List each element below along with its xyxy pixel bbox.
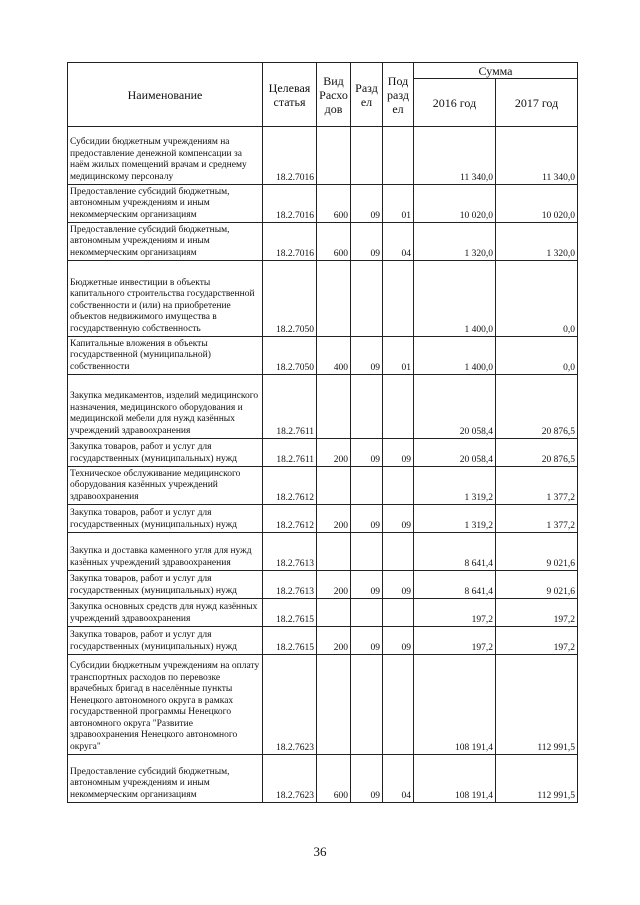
table-row <box>68 439 578 467</box>
row-name: Субсидии бюджетным учреждениям на оплату транспортных расходов по перевозке врачебных бригад в населённые пункты Ненецкого автономного округа в рамках государственной программы Ненецкого автономного округа "Развитие здравоохранения Ненецкого автономного округа" <box>68 655 263 755</box>
row-section: 09 <box>351 337 383 375</box>
row-sum-2017: 197,2 <box>496 599 578 627</box>
row-sum-2016: 1 319,2 <box>414 467 496 505</box>
row-sum-2017: 9 021,6 <box>496 533 578 571</box>
row-sum-2017: 0,0 <box>496 337 578 375</box>
row-subsection <box>383 467 414 505</box>
row-sum-2016: 20 058,4 <box>414 439 496 467</box>
row-sum-2017: 1 377,2 <box>496 505 578 533</box>
table-row <box>68 505 578 533</box>
row-target-code: 18.2.7016 <box>263 185 317 223</box>
row-sum-2016: 197,2 <box>414 627 496 655</box>
row-section <box>351 127 383 185</box>
table-row <box>68 627 578 655</box>
row-section: 09 <box>351 571 383 599</box>
budget-table-container <box>67 62 577 803</box>
row-expense-type <box>317 599 351 627</box>
row-subsection: 04 <box>383 755 414 803</box>
row-subsection <box>383 533 414 571</box>
row-sum-2017: 197,2 <box>496 627 578 655</box>
row-expense-type: 200 <box>317 627 351 655</box>
row-section: 09 <box>351 223 383 261</box>
row-expense-type <box>317 467 351 505</box>
header-section: Разд ел <box>351 63 383 127</box>
row-expense-type: 200 <box>317 439 351 467</box>
row-section: 09 <box>351 439 383 467</box>
row-subsection <box>383 599 414 627</box>
row-name: Закупка товаров, работ и услуг для государственных (муниципальных) нужд <box>68 571 263 599</box>
row-expense-type: 200 <box>317 505 351 533</box>
table-row <box>68 599 578 627</box>
page-number: 36 <box>313 844 327 859</box>
table-row <box>68 185 578 223</box>
table-row <box>68 375 578 439</box>
row-target-code: 18.2.7612 <box>263 467 317 505</box>
row-expense-type: 400 <box>317 337 351 375</box>
row-sum-2016: 8 641,4 <box>414 533 496 571</box>
row-subsection: 01 <box>383 185 414 223</box>
row-name: Закупка товаров, работ и услуг для государственных (муниципальных) нужд <box>68 439 263 467</box>
header-2017: 2017 год <box>496 79 578 127</box>
row-subsection <box>383 261 414 337</box>
row-section: 09 <box>351 627 383 655</box>
table-row <box>68 755 578 803</box>
row-target-code: 18.2.7611 <box>263 439 317 467</box>
row-subsection: 09 <box>383 571 414 599</box>
row-expense-type: 600 <box>317 223 351 261</box>
row-name: Предоставление субсидий бюджетным, автономным учреждениям и иным некоммерческим организациям <box>68 223 263 261</box>
header-target-code: Целевая статья <box>263 63 317 127</box>
row-section <box>351 599 383 627</box>
row-name: Капитальные вложения в объекты государственной (муниципальной) собственности <box>68 337 263 375</box>
row-expense-type <box>317 533 351 571</box>
row-target-code: 18.2.7613 <box>263 571 317 599</box>
row-name: Предоставление субсидий бюджетным, автономным учреждениям и иным некоммерческим организациям <box>68 185 263 223</box>
row-section: 09 <box>351 505 383 533</box>
table-row <box>68 467 578 505</box>
row-target-code: 18.2.7050 <box>263 261 317 337</box>
row-expense-type: 200 <box>317 571 351 599</box>
table-row <box>68 337 578 375</box>
row-sum-2016: 1 400,0 <box>414 261 496 337</box>
header-subsection: Под разд ел <box>383 63 414 127</box>
row-name: Бюджетные инвестиции в объекты капитального строительства государственной собственности и (или) на приобретение объектов недвижимого имущества в государственную собственность <box>68 261 263 337</box>
row-section <box>351 467 383 505</box>
row-expense-type <box>317 127 351 185</box>
row-sum-2016: 10 020,0 <box>414 185 496 223</box>
header-2016: 2016 год <box>414 79 496 127</box>
row-expense-type <box>317 655 351 755</box>
row-sum-2017: 0,0 <box>496 261 578 337</box>
row-target-code: 18.2.7016 <box>263 127 317 185</box>
row-section <box>351 655 383 755</box>
row-subsection: 01 <box>383 337 414 375</box>
row-subsection: 09 <box>383 627 414 655</box>
row-section <box>351 533 383 571</box>
row-section: 09 <box>351 185 383 223</box>
row-sum-2017: 10 020,0 <box>496 185 578 223</box>
row-expense-type: 600 <box>317 755 351 803</box>
table-row <box>68 655 578 755</box>
row-sum-2016: 1 319,2 <box>414 505 496 533</box>
row-sum-2016: 8 641,4 <box>414 571 496 599</box>
row-name: Закупка товаров, работ и услуг для государственных (муниципальных) нужд <box>68 627 263 655</box>
row-sum-2016: 1 320,0 <box>414 223 496 261</box>
row-sum-2016: 20 058,4 <box>414 375 496 439</box>
row-subsection <box>383 375 414 439</box>
row-expense-type <box>317 375 351 439</box>
header-expense-type: Вид Расхо дов <box>317 63 351 127</box>
row-name: Предоставление субсидий бюджетным, автономным учреждениям и иным некоммерческим организациям <box>68 755 263 803</box>
row-target-code: 18.2.7613 <box>263 533 317 571</box>
row-expense-type: 600 <box>317 185 351 223</box>
row-sum-2017: 1 377,2 <box>496 467 578 505</box>
row-target-code: 18.2.7623 <box>263 755 317 803</box>
row-section <box>351 261 383 337</box>
row-name: Закупка и доставка каменного угля для нужд казённых учреждений здравоохранения <box>68 533 263 571</box>
row-sum-2016: 11 340,0 <box>414 127 496 185</box>
row-sum-2016: 108 191,4 <box>414 755 496 803</box>
row-subsection: 04 <box>383 223 414 261</box>
budget-table <box>67 62 578 803</box>
row-subsection <box>383 655 414 755</box>
row-name: Закупка медикаментов, изделий медицинского назначения, медицинского оборудования и медицинской мебели для нужд казённых учреждений здравоохранения <box>68 375 263 439</box>
table-row <box>68 223 578 261</box>
row-target-code: 18.2.7623 <box>263 655 317 755</box>
row-name: Субсидии бюджетным учреждениям на предоставление денежной компенсации за наём жилых помещений врачам и среднему медицинскому персоналу <box>68 127 263 185</box>
row-subsection: 09 <box>383 505 414 533</box>
header-sum: Сумма <box>414 63 578 79</box>
row-sum-2017: 1 320,0 <box>496 223 578 261</box>
row-target-code: 18.2.7612 <box>263 505 317 533</box>
table-row <box>68 127 578 185</box>
row-sum-2017: 20 876,5 <box>496 375 578 439</box>
row-target-code: 18.2.7050 <box>263 337 317 375</box>
header-name: Наименование <box>68 63 263 127</box>
row-subsection: 09 <box>383 439 414 467</box>
row-section <box>351 375 383 439</box>
row-target-code: 18.2.7016 <box>263 223 317 261</box>
row-subsection <box>383 127 414 185</box>
row-name: Техническое обслуживание медицинского оборудования казённых учреждений здравоохранения <box>68 467 263 505</box>
row-sum-2017: 112 991,5 <box>496 755 578 803</box>
table-body <box>68 127 578 803</box>
row-sum-2017: 112 991,5 <box>496 655 578 755</box>
row-target-code: 18.2.7615 <box>263 599 317 627</box>
table-row <box>68 533 578 571</box>
row-name: Закупка товаров, работ и услуг для государственных (муниципальных) нужд <box>68 505 263 533</box>
row-sum-2017: 9 021,6 <box>496 571 578 599</box>
row-sum-2016: 197,2 <box>414 599 496 627</box>
row-expense-type <box>317 261 351 337</box>
row-target-code: 18.2.7615 <box>263 627 317 655</box>
table-row <box>68 571 578 599</box>
row-section: 09 <box>351 755 383 803</box>
table-row <box>68 261 578 337</box>
row-target-code: 18.2.7611 <box>263 375 317 439</box>
row-sum-2016: 108 191,4 <box>414 655 496 755</box>
row-sum-2017: 20 876,5 <box>496 439 578 467</box>
row-sum-2017: 11 340,0 <box>496 127 578 185</box>
row-sum-2016: 1 400,0 <box>414 337 496 375</box>
row-name: Закупка основных средств для нужд казённых учреждений здравоохранения <box>68 599 263 627</box>
